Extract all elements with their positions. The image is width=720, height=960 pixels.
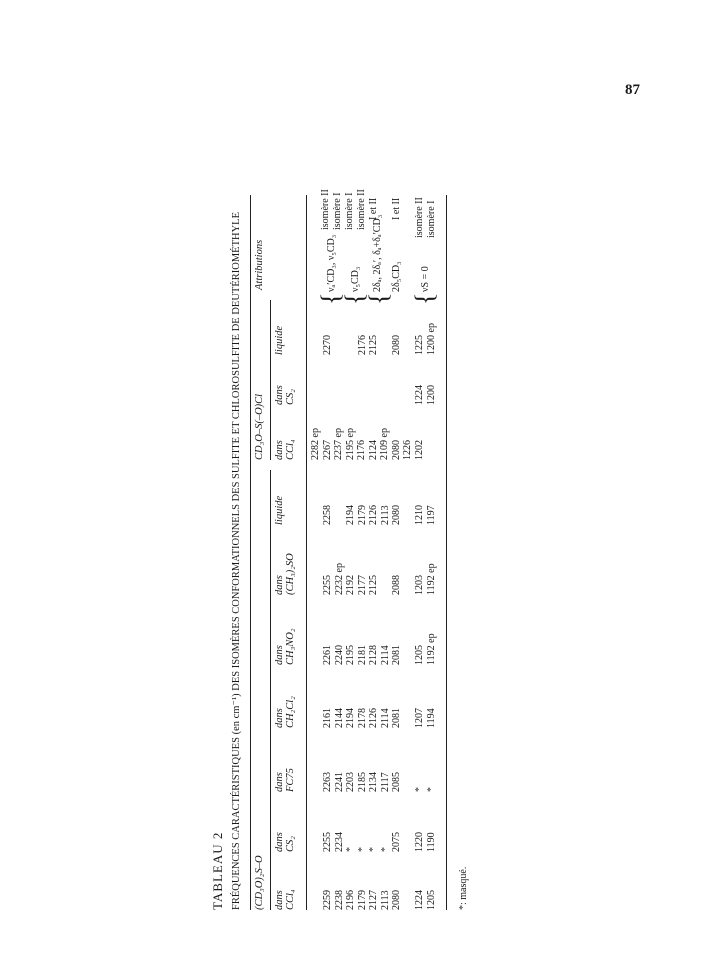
header-s-dmso: dans (CH₃)₂SO: [274, 553, 296, 595]
attr-mode-3: 2δₐ, 2δₐ′, δₐ+δₐ′CD₃: [372, 214, 383, 292]
column-s-ch2cl2: [322, 708, 437, 728]
table-cell: 2282 ep: [310, 428, 321, 460]
header-s-ccl4: dans CCl₄: [274, 889, 296, 910]
header-rule: [306, 195, 307, 910]
header-c-liquide: liquide: [274, 325, 285, 355]
table-cell: 2255: [322, 575, 333, 595]
table-cell: [380, 323, 392, 355]
table-cell: 2258: [322, 505, 333, 525]
rotated-table-area: [210, 180, 510, 910]
table-cell: [403, 633, 415, 665]
table-cell: *: [414, 787, 425, 792]
table-cell: 2237 ep: [333, 428, 344, 460]
table-cell: 1197: [425, 505, 437, 525]
attr-isomer-4: isomère II: [356, 189, 367, 230]
table-cell: 2128: [368, 645, 379, 665]
table-cell: 2113: [379, 890, 391, 910]
table-cell: 2080: [391, 505, 402, 525]
header-s-ch3no2: dans CH₃NO₂: [274, 628, 296, 665]
table-cell: 2192: [345, 575, 356, 595]
attr-mode-4: 2δ₅CD₃: [391, 261, 402, 292]
table-cell: *: [345, 847, 356, 852]
top-rule: [250, 195, 251, 910]
table-cell: 1205: [414, 645, 425, 665]
table-cell: 2179: [356, 890, 368, 910]
table-cell: 1194: [425, 708, 437, 728]
table-cell: 2232 ep: [333, 563, 345, 595]
table-cell: 2124: [367, 440, 379, 460]
attr-isomer-5: I et II: [368, 197, 379, 220]
table-cell: 2081: [391, 645, 402, 665]
header-c-ccl4: dans CCl₄: [274, 439, 296, 460]
attr-mode-2: ν₅CD₃: [350, 266, 361, 292]
table-cell: [403, 832, 415, 852]
group-sulfite: (CD₃O)₂S–O: [254, 855, 265, 910]
table-cell: [345, 385, 357, 405]
table-cell: 2134: [368, 772, 379, 792]
table-cell: 2176: [356, 335, 368, 355]
table-cell: 2185: [356, 772, 368, 792]
table-cell: [345, 323, 357, 355]
column-c-ccl4: [310, 428, 425, 460]
table-cell: 2203: [345, 772, 356, 792]
table-cell: 2196: [345, 890, 356, 910]
table-cell: [391, 385, 403, 405]
table-cell: 2085: [391, 772, 402, 792]
table-cell: *: [368, 847, 379, 852]
table-cell: [380, 385, 392, 405]
table-cell: [334, 323, 346, 355]
attr-isomer-1: isomère II: [320, 189, 331, 230]
table-cell: 1210: [414, 505, 425, 525]
table-cell: 2125: [368, 575, 379, 595]
table-cell: 1220: [414, 832, 425, 852]
brace-1: {: [316, 292, 345, 305]
column-s-liquide: [322, 505, 437, 525]
table-cell: 2194: [345, 708, 356, 728]
table-cell: [357, 385, 369, 405]
table-cell: 1192 ep: [425, 633, 437, 665]
table-cell: *: [425, 787, 437, 792]
table-cell: 2144: [333, 708, 345, 728]
table-cell: 2255: [322, 832, 333, 852]
table-cell: 1202: [413, 440, 425, 460]
attr-isomer-8: isomère I: [426, 200, 437, 238]
column-c-cs2: [322, 385, 437, 405]
table-cell: 1207: [414, 708, 425, 728]
table-cell: 1225: [414, 335, 425, 355]
table-cell: 2234: [333, 832, 345, 852]
table-cell: 2267: [321, 440, 333, 460]
table-cell: 2270: [322, 335, 333, 355]
column-s-ccl4: [322, 890, 437, 910]
table-cell: 2126: [368, 505, 379, 525]
header-s-fc75: dans FC75: [274, 768, 296, 792]
table-cell: 2088: [391, 575, 402, 595]
table-cell: 2259: [322, 890, 333, 910]
table-cell: 2241: [333, 772, 345, 792]
column-s-ch3no2: [322, 633, 437, 665]
table-cell: [368, 385, 380, 405]
table-cell: *: [379, 847, 391, 852]
column-s-dmso: [322, 563, 437, 595]
table-cell: 1224: [414, 385, 425, 405]
attr-isomer-3: isomère I: [344, 192, 355, 230]
bottom-rule: [446, 195, 447, 910]
sub-rule-chloro: [270, 300, 271, 460]
attr-mode-1: νₐ′CD₃, ν₅CD₃: [326, 234, 337, 292]
table-cell: 2127: [368, 890, 379, 910]
table-cell: 1205: [425, 890, 437, 910]
table-cell: 2195 ep: [344, 428, 356, 460]
table-cell: 2081: [391, 708, 402, 728]
sub-rule-sulfite: [270, 470, 271, 910]
table-cell: *: [356, 847, 368, 852]
header-c-cs2: dans CS₂: [274, 385, 296, 405]
table-cell: 2263: [322, 772, 333, 792]
header-s-ch2cl2: dans CH₂Cl₂: [274, 696, 296, 728]
attr-isomer-2: isomère I: [332, 192, 343, 230]
table-cell: 2109 ep: [379, 428, 390, 460]
table-cell: 1203: [414, 575, 425, 595]
table-cell: 2125: [368, 335, 379, 355]
brace-2: {: [340, 292, 369, 305]
table-cell: 2075: [391, 832, 402, 852]
table-cell: 2080: [391, 335, 402, 355]
attr-isomer-7: isomère II: [414, 197, 425, 238]
table-cell: [403, 772, 415, 792]
group-chlorosulfite: CD₃O–S(–O)Cl: [254, 393, 265, 460]
header-s-liquide: liquide: [274, 495, 285, 525]
table-cell: 2117: [379, 772, 391, 792]
header-s-cs2: dans CS₂: [274, 832, 296, 852]
column-c-liquide: [322, 323, 437, 355]
table-cell: 2126: [368, 708, 379, 728]
table-cell: [380, 563, 392, 595]
table-cell: [334, 385, 346, 405]
table-cell: 2161: [322, 708, 333, 728]
table-cell: [403, 323, 415, 355]
table-cell: 1192 ep: [425, 563, 437, 595]
table-cell: 2080: [391, 890, 402, 910]
table-cell: 2238: [333, 890, 345, 910]
table-cell: 2179: [356, 505, 368, 525]
table-cell: 2114: [379, 708, 391, 728]
footnote: *: masqué.: [458, 866, 469, 910]
table-cell: 2113: [379, 505, 391, 525]
table-cell: [334, 505, 346, 525]
table-cell: 2194: [345, 505, 356, 525]
table-cell: 2240: [333, 645, 345, 665]
table-cell: 2080: [390, 440, 402, 460]
attr-mode-5: νS = 0: [420, 266, 431, 292]
table-cell: 2261: [322, 645, 333, 665]
table-cell: 2176: [356, 440, 367, 460]
table-caption: FRÉQUENCES CARACTÉRISTIQUES (en cm⁻¹) DES ISOMÈRES CONFORMATIONNELS DES SULFITE ET CHLOROSULFITE DE DEUTÉRIOMÉTHYLE: [231, 212, 242, 910]
brace-3: {: [364, 292, 393, 305]
brace-4: {: [410, 292, 439, 305]
table-cell: 1190: [425, 832, 437, 852]
table-cell: 2178: [356, 708, 368, 728]
attr-isomer-6: I et II: [391, 197, 402, 220]
table-cell: [403, 385, 415, 405]
table-cell: [403, 708, 415, 728]
table-cell: 2181: [356, 645, 368, 665]
table-cell: 1226: [402, 440, 413, 460]
group-attributions: Attributions: [254, 239, 265, 290]
page-number: 87: [625, 82, 640, 98]
table-cell: 1200 ep: [425, 323, 437, 355]
table-cell: [403, 563, 415, 595]
column-s-cs2: [322, 832, 437, 852]
table-cell: 2177: [356, 575, 368, 595]
table-cell: 2195: [345, 645, 356, 665]
table-cell: 2114: [379, 645, 391, 665]
table-cell: [403, 505, 415, 525]
table-cell: [403, 890, 415, 910]
table-cell: 1200: [425, 385, 437, 405]
table-title: TABLEAU 2: [210, 831, 225, 910]
table-cell: [322, 385, 334, 405]
table-cell: 1224: [414, 890, 425, 910]
column-s-fc75: [322, 772, 437, 792]
